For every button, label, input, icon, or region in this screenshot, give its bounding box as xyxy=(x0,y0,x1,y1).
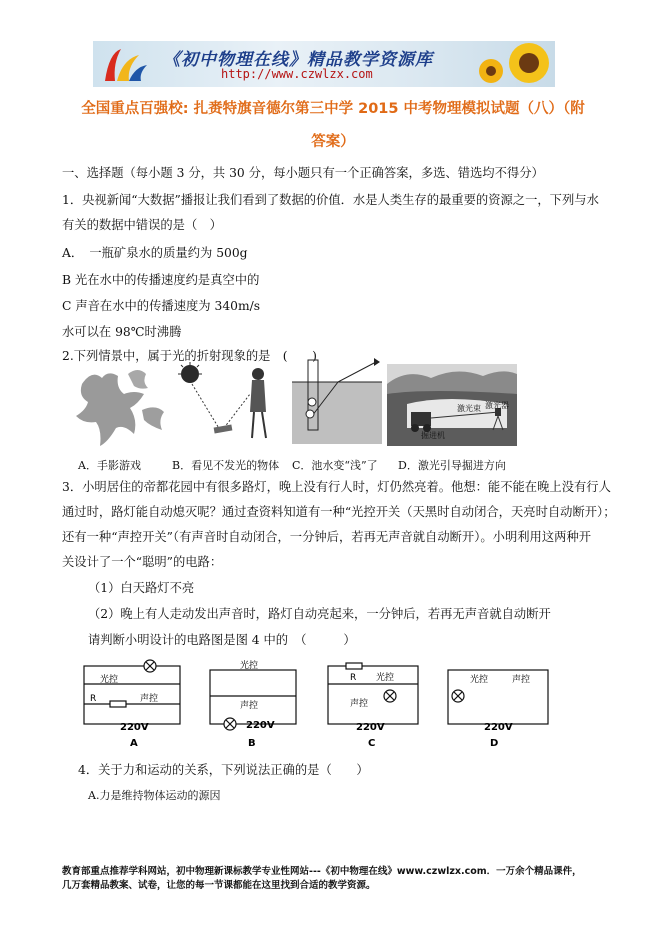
page-title-line2: 答案） xyxy=(311,134,355,150)
circuit-c-r-label: R xyxy=(350,673,357,683)
q3-condition-2: （2）晚上有人走动发出声音时，路灯自动亮起来，一分钟后，若再无声音就自动断开 xyxy=(88,607,551,621)
circuit-d-letter: D xyxy=(490,738,499,749)
section-heading: 一、选择题（每小题 3 分，共 30 分，每小题只有一个正确答案，多选、错选均不得分） xyxy=(62,166,544,180)
circuit-a-r-label: R xyxy=(90,694,97,704)
circuit-a-letter: A xyxy=(130,738,138,749)
circuit-b-light-label: 光控 xyxy=(240,661,259,671)
q4-stem: 4．关于力和运动的关系，下列说法正确的是（ ） xyxy=(78,763,369,777)
q3-line1: 3．小明居住的帝都花园中有很多路灯，晚上没有行人时，灯仍然亮着。他想：能不能在晚上没有行人 xyxy=(62,480,611,494)
laser-device-label: 激光器 xyxy=(485,401,509,410)
circuit-d-voltage: 220V xyxy=(484,722,513,733)
circuit-a-voltage: 220V xyxy=(120,722,149,733)
circuit-c xyxy=(328,663,418,724)
circuit-c-voltage: 220V xyxy=(356,722,385,733)
hand-shadow-figure xyxy=(72,364,170,448)
circuit-a-sound-label: 声控 xyxy=(140,694,159,704)
circuit-b-letter: B xyxy=(248,738,256,749)
laser-tunnel-figure xyxy=(387,364,517,446)
footer-line2: 几万套精品教案、试卷，让您的每一节课都能在这里找到合适的教学资源。 xyxy=(62,880,376,891)
pool-refraction-figure xyxy=(288,356,384,446)
q2-stem: 2.下列情景中，属于光的折射现象的是 ( ) xyxy=(62,349,317,363)
q2-caption-b: B．看见不发光的物体 xyxy=(172,459,280,472)
site-logo-icon xyxy=(99,43,151,85)
circuit-a xyxy=(84,660,180,724)
sun-reflection-figure xyxy=(176,362,280,444)
laser-beam-label: 激光束 xyxy=(457,404,481,413)
q2-caption-d: D．激光引导掘进方向 xyxy=(398,459,506,472)
site-banner xyxy=(93,41,555,87)
footer-line1: 教育部重点推荐学科网站，初中物理新课标教学专业性网站---《初中物理在线》www.czwlzx.com．一万余个精品课件， xyxy=(62,866,582,877)
q1-stem-line1: 1．央视新闻“大数据”播报让我们看到了数据的价值．水是人类生存的最重要的资源之一，下列与水 xyxy=(62,193,599,207)
q3-condition-1: （1）白天路灯不亮 xyxy=(88,581,195,595)
q1-option-b: B 光在水中的传播速度约是真空中的 xyxy=(62,273,260,287)
q1-option-a: A． 一瓶矿泉水的质量约为 500g xyxy=(62,246,248,260)
banner-title: 《初中物理在线》精品教学资源库 xyxy=(163,50,433,70)
tunneling-machine-label: 掘进机 xyxy=(421,431,445,440)
q3-line4: 关设计了一个“聪明”的电路： xyxy=(62,555,223,569)
q1-stem-line2: 有关的数据中错误的是（ ） xyxy=(62,218,222,232)
circuit-c-letter: C xyxy=(368,738,376,749)
circuit-d-light-label: 光控 xyxy=(470,675,489,685)
sunflower-icon xyxy=(469,41,555,87)
banner-url[interactable]: http://www.czwlzx.com xyxy=(221,67,373,81)
circuit-d xyxy=(448,670,548,724)
circuit-c-sound-label: 声控 xyxy=(350,699,369,709)
circuit-diagrams xyxy=(80,656,600,752)
circuit-b-sound-label: 声控 xyxy=(240,701,259,711)
circuit-b-voltage: 220V xyxy=(246,720,275,731)
circuit-c-light-label: 光控 xyxy=(376,673,395,683)
q3-ask: 请判断小明设计的电路图是图 4 中的 （ ） xyxy=(88,633,356,647)
q1-option-d: 水可以在 98℃时沸腾 xyxy=(62,325,182,339)
page-title-line1: 全国重点百强校: 扎赉特旗音德尔第三中学 2015 中考物理模拟试题（八）（附 xyxy=(81,101,585,117)
q1-option-c: C 声音在水中的传播速度为 340m/s xyxy=(62,299,261,313)
q2-caption-a: A．手影游戏 xyxy=(78,459,141,472)
circuit-a-light-label: 光控 xyxy=(100,675,119,685)
circuit-d-sound-label: 声控 xyxy=(512,675,531,685)
q3-line2: 通过时，路灯能自动熄灭呢？通过查资料知道有一种“光控开关（天黑时自动闭合，天亮时自动断开）； xyxy=(62,505,616,519)
q4-option-a: A.力是维持物体运动的源因 xyxy=(88,789,221,802)
q3-line3: 还有一种“声控开关”（有声音时自动闭合，一分钟后，若再无声音就自动断开）。小明利用这两种开 xyxy=(62,530,592,544)
q2-caption-c: C．池水变“浅”了 xyxy=(292,459,378,472)
